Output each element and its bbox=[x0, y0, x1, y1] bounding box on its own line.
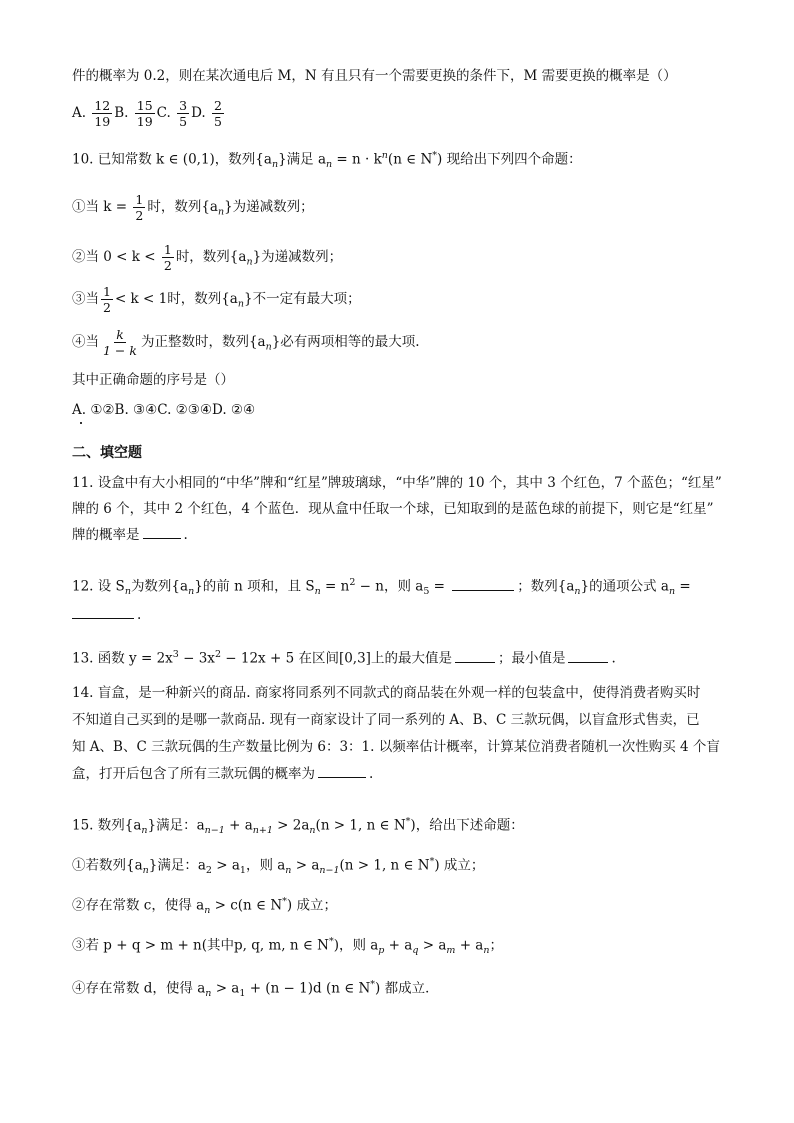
q15-s4c: + (n − 1)d (n ∈ N bbox=[245, 980, 371, 997]
q11-line-3-text: 牌的概率是 bbox=[72, 527, 140, 543]
section-heading bbox=[72, 443, 142, 463]
sub-n-minus-1: n−1 bbox=[204, 825, 225, 837]
q12-c: }的前 n 项和，且 S bbox=[194, 578, 315, 595]
q10-options-text: A. ①②B. ③④C. ②③④D. ②④ bbox=[72, 402, 256, 418]
sub-n: n bbox=[483, 945, 490, 957]
q10-s1-post: 时，数列{a bbox=[147, 199, 218, 215]
q9-opt-b-frac bbox=[135, 98, 155, 129]
q15-statement-2 bbox=[72, 892, 337, 921]
sup-star: * bbox=[328, 936, 334, 947]
sub-n: n bbox=[314, 586, 321, 598]
q9-opt-a-frac bbox=[92, 98, 112, 129]
q15-s2a: ②存在常数 c，使得 a bbox=[72, 897, 205, 914]
q15-stem-d: > 2a bbox=[272, 817, 310, 834]
q9-opt-a-label: A. bbox=[72, 105, 87, 121]
q15-s1c: > a bbox=[211, 857, 240, 874]
stray-dot bbox=[80, 422, 82, 424]
q9-opt-d-label: D. bbox=[191, 105, 206, 121]
section-heading-text: 二、填空题 bbox=[72, 445, 142, 461]
sub-n: n bbox=[285, 865, 292, 877]
q15-s1g: ) 成立； bbox=[434, 857, 485, 874]
q10-ask bbox=[72, 370, 234, 390]
q15-statement-1 bbox=[72, 852, 484, 881]
q9-opt-d-frac bbox=[212, 98, 224, 129]
q9-opt-b-label: B. bbox=[114, 105, 129, 121]
q9-stem bbox=[72, 66, 677, 86]
sub-five: 5 bbox=[423, 586, 430, 598]
q15-s1b: }满足：a bbox=[148, 857, 206, 874]
sup-star: * bbox=[370, 979, 376, 990]
q15-stem-e: (n > 1, n ∈ N bbox=[315, 817, 406, 834]
q12-e: − n，则 a bbox=[355, 578, 424, 595]
q12-h: }的通项公式 a bbox=[580, 578, 669, 595]
sub-n: n bbox=[237, 298, 244, 310]
q15-s4d: ) 都成立． bbox=[375, 980, 439, 997]
q9-opt-b-num: 15 bbox=[136, 98, 153, 113]
sub-n: n bbox=[124, 586, 131, 598]
sub-n: n bbox=[246, 256, 253, 268]
q15-s4a: ④存在常数 d，使得 a bbox=[72, 980, 206, 997]
sub-q: q bbox=[412, 945, 419, 957]
q10-s1-pre: ①当 k = bbox=[72, 199, 132, 215]
q10-stem-e: ) 现给出下列四个命题： bbox=[437, 151, 582, 168]
q10-s2-pre: ②当 0 < k < bbox=[72, 249, 160, 265]
q15-s2c: ) 成立； bbox=[286, 897, 337, 914]
q9-stem-text: 件的概率为 0.2，则在某次通电后 M，N 有且只有一个需要更换的条件下，M 需要更换的概率是（） bbox=[72, 68, 677, 84]
q10-s4-pre: ④当 bbox=[72, 334, 99, 350]
q10-s3-num: 1 bbox=[103, 284, 111, 299]
q15-stem-b: }满足：a bbox=[147, 817, 205, 834]
sub-n: n bbox=[271, 159, 279, 171]
q10-stem-b: }满足 a bbox=[278, 151, 327, 168]
sup-star: * bbox=[405, 816, 411, 827]
q14-line-4-text: 盒，打开后包含了所有三款玩偶的概率为 bbox=[72, 766, 315, 782]
q15-s2b: > c(n ∈ N bbox=[210, 897, 283, 914]
q10-s2-num: 1 bbox=[163, 242, 172, 257]
q15-stem bbox=[72, 812, 524, 841]
sub-n: n bbox=[141, 825, 148, 837]
sub-n: n bbox=[205, 988, 212, 1000]
q13-c: − 12x + 5 在区间[0,3]上的最大值是 bbox=[220, 650, 452, 667]
q15-statement-3 bbox=[72, 932, 503, 961]
q10-statement-3 bbox=[72, 282, 361, 322]
q9-opt-a-den: 19 bbox=[94, 114, 111, 129]
q12-d: = n bbox=[320, 578, 350, 595]
q10-s3-end: }不一定有最大项； bbox=[243, 291, 361, 307]
q14-line-2: 不知道自己买到的是哪一款商品. 现有一商家设计了同一系列的 A、B、C 三款玩偶，以盲盒形式售卖，已 bbox=[72, 712, 700, 728]
q15-statement-4 bbox=[72, 975, 439, 1004]
sub-p: p bbox=[378, 945, 385, 957]
q10-s2-den: 2 bbox=[163, 258, 172, 273]
q12-i: = bbox=[675, 578, 691, 595]
q10-s4-num: k bbox=[116, 327, 124, 342]
q12-f: = bbox=[429, 578, 450, 595]
q15-s1e: > a bbox=[291, 857, 320, 874]
q14 bbox=[72, 680, 732, 788]
q10-statement-2 bbox=[72, 240, 342, 280]
sub-m: m bbox=[446, 945, 456, 957]
q14-answer-blank[interactable] bbox=[318, 763, 366, 778]
q11-answer-blank[interactable] bbox=[143, 524, 181, 539]
sub-n-minus-1: n−1 bbox=[319, 865, 340, 877]
sub-n: n bbox=[204, 905, 211, 917]
q11 bbox=[72, 470, 732, 548]
q10-stem-a: 10. 已知常数 k ∈ (0,1)，数列{a bbox=[72, 151, 272, 168]
q10-stem-d: (n ∈ N bbox=[387, 151, 433, 168]
sub-n: n bbox=[265, 341, 272, 353]
q13-min-blank[interactable] bbox=[568, 648, 608, 663]
q9-opt-a-num: 12 bbox=[94, 98, 111, 113]
q10-s4-end: }必有两项相等的最大项. bbox=[271, 334, 420, 350]
q10-s3-frac bbox=[101, 284, 113, 315]
q10-s2-frac bbox=[162, 242, 174, 273]
q15-s3c: + a bbox=[384, 937, 413, 954]
q15-s3a: ③若 p + q > m + n(其中p, q, m, n ∈ N bbox=[72, 937, 329, 954]
sup-n: n bbox=[381, 150, 388, 161]
sub-n: n bbox=[188, 586, 195, 598]
sup-three: 3 bbox=[172, 649, 179, 660]
q13-d: ；最小值是 bbox=[497, 650, 566, 667]
q10-s4-post: 为正整数时，数列{a bbox=[140, 334, 266, 350]
q13-max-blank[interactable] bbox=[455, 648, 495, 663]
q15-stem-c: + a bbox=[224, 817, 253, 834]
q15-s1f: (n > 1, n ∈ N bbox=[339, 857, 430, 874]
q13-b: − 3x bbox=[178, 650, 215, 667]
q10-s3-pre: ③当 bbox=[72, 291, 99, 307]
q9-opt-c-den: 5 bbox=[179, 114, 188, 129]
q15-s1a: ①若数列{a bbox=[72, 857, 143, 874]
q15-s4b: > a bbox=[211, 980, 240, 997]
q10-statement-4 bbox=[72, 324, 420, 366]
sup-star: * bbox=[282, 896, 287, 907]
q10-s4-frac bbox=[101, 327, 139, 358]
sup-two: 2 bbox=[214, 649, 221, 660]
q10-statement-1 bbox=[72, 190, 314, 230]
q10-s2-end: }为递减数列； bbox=[252, 249, 343, 265]
q11-line-2: 牌的 6 个，其中 2 个红色，4 个蓝色．现从盒中任取一个球，已知取到的是蓝色球的前提下，则它是“红星” bbox=[72, 501, 714, 517]
q15-stem-a: 15. 数列{a bbox=[72, 817, 142, 834]
sup-two: 2 bbox=[349, 577, 356, 588]
q9-opt-c-frac bbox=[177, 98, 189, 129]
sub-n: n bbox=[668, 586, 676, 598]
sub-n-plus-1: n+1 bbox=[252, 825, 273, 837]
q12-formula-blank[interactable] bbox=[72, 604, 134, 619]
q12-g: ；数列{a bbox=[517, 578, 575, 595]
q15-s3f: ； bbox=[489, 937, 503, 954]
q10-options bbox=[72, 400, 255, 420]
q12-formula-blank-line: . bbox=[72, 604, 141, 625]
sub-n: n bbox=[142, 865, 149, 877]
q13: 13. 函数 $y = 2x^3 - 3x^2 - 12x + 5$ 在区间[0,3]上的最大值是 ；最小值是 . bbox=[72, 649, 616, 667]
sup-star: * bbox=[432, 150, 438, 161]
q15-s3b: )，则 a bbox=[333, 937, 379, 954]
sub-n: n bbox=[574, 586, 581, 598]
sub-one: 1 bbox=[239, 865, 246, 877]
q10-stem bbox=[72, 146, 582, 175]
q10-s1-end: }为递减数列； bbox=[224, 199, 314, 215]
q12-b: 为数列{a bbox=[130, 578, 189, 595]
q10-s1-frac bbox=[133, 192, 145, 223]
q10-s4-den: 1 − k bbox=[103, 343, 137, 358]
sup-star: * bbox=[429, 856, 435, 867]
q11-line-1: 11. 设盒中有大小相同的“中华”牌和“红星”牌玻璃球，“中华”牌的 10 个，其中 3 个红色，7 个蓝色；“红星” bbox=[72, 475, 722, 491]
q12 bbox=[72, 573, 691, 602]
q10-s3-den: 2 bbox=[103, 300, 111, 315]
q10-stem-c: = n · k bbox=[332, 151, 382, 168]
sub-one: 1 bbox=[239, 988, 246, 1000]
q12-a: 12. 设 S bbox=[72, 578, 125, 595]
q9-opt-d-num: 2 bbox=[214, 98, 222, 113]
q14-line-4: 盒，打开后包含了所有三款玩偶的概率为 . bbox=[72, 761, 732, 788]
q15-s3d: > a bbox=[418, 937, 447, 954]
q11-line-3: 牌的概率是 . bbox=[72, 522, 732, 548]
q9-opt-c-num: 3 bbox=[179, 98, 188, 113]
sub-n: n bbox=[217, 206, 225, 218]
sub-n: n bbox=[326, 159, 333, 171]
q15-stem-f: )，给出下述命题： bbox=[410, 817, 524, 834]
q10-s1-den: 2 bbox=[135, 208, 144, 223]
q15-s1d: ，则 a bbox=[245, 857, 286, 874]
q13-a: 13. 函数 y = 2x bbox=[72, 650, 173, 667]
q12-a5-blank[interactable] bbox=[452, 576, 514, 591]
q14-line-1: 14. 盲盒，是一种新兴的商品. 商家将同系列不同款式的商品装在外观一样的包装盒中，使得消费者购买时 bbox=[72, 685, 701, 701]
q9-opt-d-den: 5 bbox=[214, 114, 222, 129]
q9-opt-c-label: C. bbox=[156, 105, 171, 121]
q10-ask-text: 其中正确命题的序号是（） bbox=[72, 372, 234, 388]
sub-n: n bbox=[309, 825, 316, 837]
q9-opt-b-den: 19 bbox=[136, 114, 153, 129]
q9-options bbox=[72, 96, 226, 130]
q10-s3-post: < k < 1时，数列{a bbox=[114, 291, 238, 307]
q10-s1-num: 1 bbox=[135, 192, 144, 207]
q15-s3e: + a bbox=[455, 937, 484, 954]
sub-two: 2 bbox=[205, 865, 212, 877]
q10-s2-post: 时，数列{a bbox=[175, 249, 247, 265]
q14-line-3: 知 A、B、C 三款玩偶的生产数量比例为 6：3：1. 以频率估计概率，计算某位消费者随机一次性购买 4 个盲 bbox=[72, 739, 720, 755]
